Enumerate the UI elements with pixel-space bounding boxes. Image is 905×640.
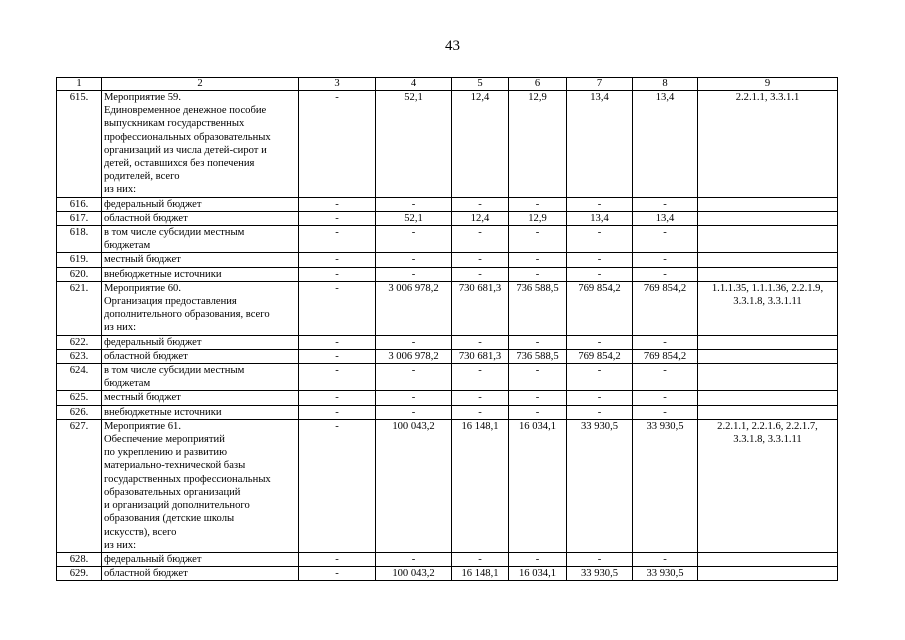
row-description: местный бюджет — [102, 253, 299, 267]
cell-col4: - — [376, 267, 452, 281]
cell-col7: - — [567, 226, 633, 253]
cell-indicator-codes — [698, 335, 838, 349]
row-description: федеральный бюджет — [102, 335, 299, 349]
cell-col6: 736 588,5 — [509, 281, 567, 335]
table-row — [57, 335, 838, 349]
row-description: федеральный бюджет — [102, 552, 299, 566]
table-row — [57, 267, 838, 281]
cell-col4: 100 043,2 — [376, 419, 452, 552]
header-cell: 2 — [102, 78, 299, 91]
table-row — [57, 567, 838, 581]
cell-col6: - — [509, 364, 567, 391]
cell-col3: - — [299, 349, 376, 363]
header-cell: 3 — [299, 78, 376, 91]
cell-col5: - — [452, 364, 509, 391]
cell-indicator-codes — [698, 226, 838, 253]
row-number: 617. — [57, 211, 102, 225]
cell-col3: - — [299, 226, 376, 253]
row-number: 627. — [57, 419, 102, 552]
cell-indicator-codes: 2.2.1.1, 2.2.1.6, 2.2.1.7, 3.3.1.8, 3.3.1.11 — [698, 419, 838, 552]
row-description: местный бюджет — [102, 391, 299, 405]
cell-col7: 13,4 — [567, 91, 633, 198]
row-number: 621. — [57, 281, 102, 335]
cell-col5: - — [452, 335, 509, 349]
cell-col6: - — [509, 335, 567, 349]
cell-col4: 52,1 — [376, 91, 452, 198]
row-number: 628. — [57, 552, 102, 566]
cell-col8: - — [633, 267, 698, 281]
cell-col3: - — [299, 567, 376, 581]
cell-col6: - — [509, 197, 567, 211]
cell-col8: 769 854,2 — [633, 349, 698, 363]
row-number: 626. — [57, 405, 102, 419]
cell-col4: 3 006 978,2 — [376, 349, 452, 363]
cell-col6: - — [509, 391, 567, 405]
table-row — [57, 253, 838, 267]
cell-col4: - — [376, 405, 452, 419]
cell-col7: - — [567, 552, 633, 566]
cell-col6: - — [509, 405, 567, 419]
cell-indicator-codes — [698, 267, 838, 281]
table-row — [57, 197, 838, 211]
cell-indicator-codes: 1.1.1.35, 1.1.1.36, 2.2.1.9, 3.3.1.8, 3.3.1.11 — [698, 281, 838, 335]
cell-col7: - — [567, 267, 633, 281]
cell-col5: 730 681,3 — [452, 349, 509, 363]
cell-col6: - — [509, 267, 567, 281]
cell-col3: - — [299, 281, 376, 335]
row-number: 615. — [57, 91, 102, 198]
cell-col5: 12,4 — [452, 211, 509, 225]
cell-col3: - — [299, 405, 376, 419]
cell-col5: - — [452, 391, 509, 405]
page-number: 43 — [445, 38, 460, 54]
budget-table — [56, 77, 838, 581]
cell-col7: 769 854,2 — [567, 349, 633, 363]
cell-col4: - — [376, 391, 452, 405]
cell-col8: - — [633, 253, 698, 267]
cell-col3: - — [299, 552, 376, 566]
cell-col4: - — [376, 335, 452, 349]
cell-col3: - — [299, 211, 376, 225]
row-description: федеральный бюджет — [102, 197, 299, 211]
header-cell: 7 — [567, 78, 633, 91]
row-number: 616. — [57, 197, 102, 211]
table-row — [57, 391, 838, 405]
cell-col7: - — [567, 335, 633, 349]
cell-col3: - — [299, 391, 376, 405]
cell-col5: 12,4 — [452, 91, 509, 198]
cell-col6: 12,9 — [509, 211, 567, 225]
cell-indicator-codes — [698, 567, 838, 581]
row-number: 625. — [57, 391, 102, 405]
header-cell: 1 — [57, 78, 102, 91]
cell-indicator-codes — [698, 405, 838, 419]
row-description: Мероприятие 59. Единовременное денежное пособие выпускникам государственных профессиональных образовательных организаций из числа детей-сирот и детей, оставшихся без попечения родителей, всего из них: — [102, 91, 299, 198]
cell-col7: - — [567, 391, 633, 405]
cell-col5: - — [452, 552, 509, 566]
cell-col3: - — [299, 197, 376, 211]
cell-col8: 13,4 — [633, 91, 698, 198]
table-body — [57, 91, 838, 581]
row-number: 619. — [57, 253, 102, 267]
cell-col3: - — [299, 91, 376, 198]
header-cell: 8 — [633, 78, 698, 91]
cell-col7: - — [567, 405, 633, 419]
table-row — [57, 419, 838, 552]
header-row — [57, 78, 838, 91]
cell-indicator-codes — [698, 349, 838, 363]
row-number: 618. — [57, 226, 102, 253]
cell-col6: 736 588,5 — [509, 349, 567, 363]
cell-col7: 13,4 — [567, 211, 633, 225]
cell-col8: - — [633, 552, 698, 566]
row-number: 622. — [57, 335, 102, 349]
cell-indicator-codes: 2.2.1.1, 3.3.1.1 — [698, 91, 838, 198]
cell-indicator-codes — [698, 552, 838, 566]
cell-col4: - — [376, 253, 452, 267]
row-number: 623. — [57, 349, 102, 363]
cell-col6: 16 034,1 — [509, 567, 567, 581]
cell-indicator-codes — [698, 391, 838, 405]
cell-col4: - — [376, 552, 452, 566]
cell-col7: 769 854,2 — [567, 281, 633, 335]
table-row — [57, 349, 838, 363]
row-description: в том числе субсидии местным бюджетам — [102, 364, 299, 391]
cell-col5: - — [452, 226, 509, 253]
cell-col6: 12,9 — [509, 91, 567, 198]
table-row — [57, 552, 838, 566]
cell-col4: - — [376, 364, 452, 391]
cell-col5: - — [452, 405, 509, 419]
row-number: 624. — [57, 364, 102, 391]
cell-col4: - — [376, 197, 452, 211]
row-description: внебюджетные источники — [102, 405, 299, 419]
cell-col8: 769 854,2 — [633, 281, 698, 335]
cell-indicator-codes — [698, 197, 838, 211]
cell-indicator-codes — [698, 253, 838, 267]
row-description: в том числе субсидии местным бюджетам — [102, 226, 299, 253]
cell-col3: - — [299, 419, 376, 552]
cell-col8: - — [633, 335, 698, 349]
cell-col8: - — [633, 405, 698, 419]
cell-col5: - — [452, 197, 509, 211]
cell-col6: 16 034,1 — [509, 419, 567, 552]
cell-col8: 13,4 — [633, 211, 698, 225]
row-description: областной бюджет — [102, 349, 299, 363]
header-cell: 5 — [452, 78, 509, 91]
table-row — [57, 91, 838, 198]
row-description: областной бюджет — [102, 567, 299, 581]
cell-col7: - — [567, 253, 633, 267]
table-row — [57, 226, 838, 253]
cell-col7: 33 930,5 — [567, 567, 633, 581]
header-cell: 6 — [509, 78, 567, 91]
cell-col8: 33 930,5 — [633, 567, 698, 581]
cell-col7: - — [567, 197, 633, 211]
row-number: 629. — [57, 567, 102, 581]
table-row — [57, 211, 838, 225]
row-description: внебюджетные источники — [102, 267, 299, 281]
cell-col8: 33 930,5 — [633, 419, 698, 552]
header-cell: 4 — [376, 78, 452, 91]
cell-col3: - — [299, 364, 376, 391]
cell-col4: 52,1 — [376, 211, 452, 225]
cell-col6: - — [509, 552, 567, 566]
cell-col6: - — [509, 226, 567, 253]
cell-col4: - — [376, 226, 452, 253]
cell-col7: - — [567, 364, 633, 391]
table-row — [57, 364, 838, 391]
cell-col5: 730 681,3 — [452, 281, 509, 335]
cell-col5: 16 148,1 — [452, 567, 509, 581]
cell-col4: 3 006 978,2 — [376, 281, 452, 335]
cell-indicator-codes — [698, 364, 838, 391]
cell-indicator-codes — [698, 211, 838, 225]
table-row — [57, 405, 838, 419]
header-cell: 9 — [698, 78, 838, 91]
cell-col5: - — [452, 253, 509, 267]
row-description: областной бюджет — [102, 211, 299, 225]
cell-col7: 33 930,5 — [567, 419, 633, 552]
cell-col5: - — [452, 267, 509, 281]
cell-col3: - — [299, 267, 376, 281]
row-number: 620. — [57, 267, 102, 281]
cell-col5: 16 148,1 — [452, 419, 509, 552]
cell-col6: - — [509, 253, 567, 267]
cell-col3: - — [299, 253, 376, 267]
cell-col8: - — [633, 391, 698, 405]
row-description: Мероприятие 61. Обеспечение мероприятий по укреплению и развитию материально-технической базы государственных профессиональных образовательных организаций и организаций дополнительного образования (детские школы искусств), всего из них: — [102, 419, 299, 552]
row-description: Мероприятие 60. Организация предоставления дополнительного образования, всего из них: — [102, 281, 299, 335]
cell-col8: - — [633, 364, 698, 391]
cell-col4: 100 043,2 — [376, 567, 452, 581]
table-row — [57, 281, 838, 335]
cell-col8: - — [633, 197, 698, 211]
cell-col8: - — [633, 226, 698, 253]
cell-col3: - — [299, 335, 376, 349]
